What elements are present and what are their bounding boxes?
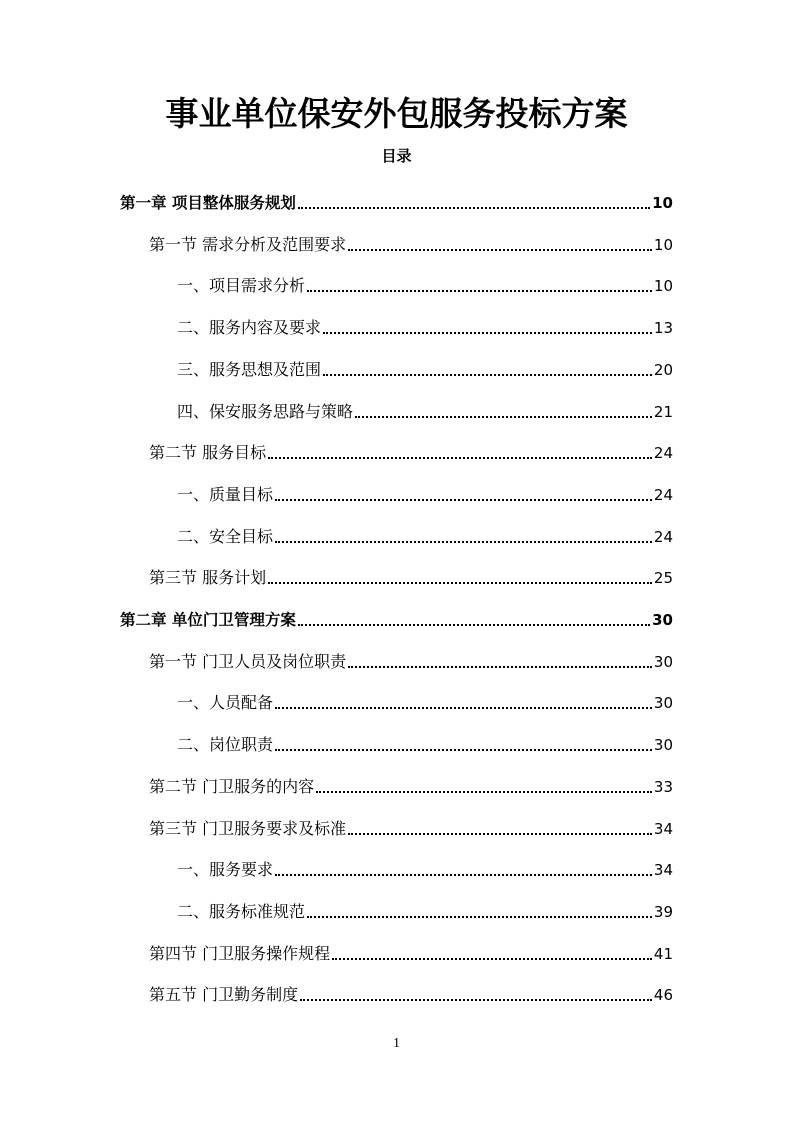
toc-entry[interactable] [149, 762, 673, 798]
toc-entry-page: 10 [653, 235, 673, 254]
toc-entry-page: 13 [653, 319, 673, 338]
toc-dot-leader [275, 541, 652, 543]
toc-entry-page: 41 [653, 944, 673, 963]
toc-entry[interactable] [149, 804, 673, 840]
toc-entry[interactable] [149, 970, 673, 1006]
toc-entry[interactable] [149, 553, 673, 589]
toc-dot-leader [275, 749, 652, 751]
toc-dot-leader [275, 874, 652, 876]
toc-entry-page: 24 [653, 485, 673, 504]
toc-entry[interactable] [120, 178, 673, 214]
toc-entry-label: 二、服务内容及要求 [177, 318, 322, 338]
toc-entry-label: 第二节 门卫服务的内容 [149, 776, 315, 796]
toc-entry-page: 24 [653, 444, 673, 463]
toc-dot-leader [348, 249, 652, 251]
toc-entry-label: 四、保安服务思路与策略 [177, 401, 354, 421]
toc-entry-label: 一、服务要求 [177, 860, 274, 880]
toc-dot-leader [355, 416, 652, 418]
page-number: 1 [393, 1036, 400, 1051]
toc-entry-page: 30 [653, 652, 673, 671]
toc-dot-leader [298, 624, 650, 626]
toc-entry[interactable] [149, 220, 673, 256]
toc-entry[interactable] [177, 887, 673, 923]
toc-dot-leader [348, 833, 652, 835]
toc-entry-page: 30 [653, 694, 673, 713]
toc-dot-leader [268, 582, 652, 584]
toc-entry-label: 第四节 门卫服务操作规程 [149, 943, 331, 963]
toc-entry-page: 30 [652, 611, 673, 629]
toc-entry[interactable] [177, 261, 673, 297]
toc-dot-leader [298, 207, 650, 209]
document-title: 事业单位保安外包服务投标方案 [165, 94, 628, 133]
toc-entry-label: 二、服务标准规范 [177, 901, 306, 921]
toc-entry-page: 30 [653, 736, 673, 755]
toc-entry-label: 第五节 门卫勤务制度 [149, 985, 299, 1005]
toc-entry-label: 二、岗位职责 [177, 735, 274, 755]
toc-dot-leader [307, 290, 652, 292]
toc-entry[interactable] [177, 387, 673, 423]
toc-entry[interactable] [177, 678, 673, 714]
toc-entry-page: 10 [653, 277, 673, 296]
toc-entry-page: 21 [653, 402, 673, 421]
toc-entry[interactable] [177, 303, 673, 339]
toc-dot-leader [323, 332, 652, 334]
toc-dot-leader [275, 499, 652, 501]
toc-dot-leader [332, 958, 652, 960]
toc-dot-leader [316, 791, 652, 793]
toc-dot-leader [268, 457, 652, 459]
toc-entry[interactable] [177, 720, 673, 756]
toc-entry-page: 33 [653, 777, 673, 796]
toc-entry-page: 25 [653, 569, 673, 588]
toc-dot-leader [300, 999, 652, 1001]
toc-entry-page: 34 [653, 861, 673, 880]
toc-entry-label: 第一章 项目整体服务规划 [120, 194, 296, 212]
toc-entry-label: 三、服务思想及范围 [177, 359, 322, 379]
toc-entry-page: 20 [653, 360, 673, 379]
toc-entry[interactable] [120, 595, 673, 631]
toc-entry-label: 第三节 门卫服务要求及标准 [149, 818, 347, 838]
toc-entry-page: 10 [652, 194, 673, 212]
toc-dot-leader [348, 666, 652, 668]
toc-entry-label: 第三节 服务计划 [149, 568, 267, 588]
toc-entry-page: 46 [653, 986, 673, 1005]
toc-entry-label: 一、项目需求分析 [177, 276, 306, 296]
toc-dot-leader [323, 374, 652, 376]
toc-entry-page: 24 [653, 527, 673, 546]
toc-dot-leader [307, 916, 652, 918]
toc-entry-label: 第一节 需求分析及范围要求 [149, 234, 347, 254]
toc-entry-label: 一、质量目标 [177, 484, 274, 504]
toc-entry-label: 第二章 单位门卫管理方案 [120, 611, 296, 629]
toc-entry[interactable] [149, 428, 673, 464]
toc-entry[interactable] [177, 512, 673, 548]
toc-entry-label: 第一节 门卫人员及岗位职责 [149, 651, 347, 671]
toc-entry[interactable] [149, 637, 673, 673]
toc-dot-leader [275, 707, 652, 709]
toc-entry-label: 第二节 服务目标 [149, 443, 267, 463]
toc-entry[interactable] [177, 845, 673, 881]
toc-entry[interactable] [149, 929, 673, 965]
toc-entry-label: 二、安全目标 [177, 526, 274, 546]
toc-entry-page: 34 [653, 819, 673, 838]
toc-heading: 目录 [381, 147, 412, 165]
toc-entry-page: 39 [653, 902, 673, 921]
toc-entry[interactable] [177, 470, 673, 506]
toc-entry[interactable] [177, 345, 673, 381]
toc-entry-label: 一、人员配备 [177, 693, 274, 713]
